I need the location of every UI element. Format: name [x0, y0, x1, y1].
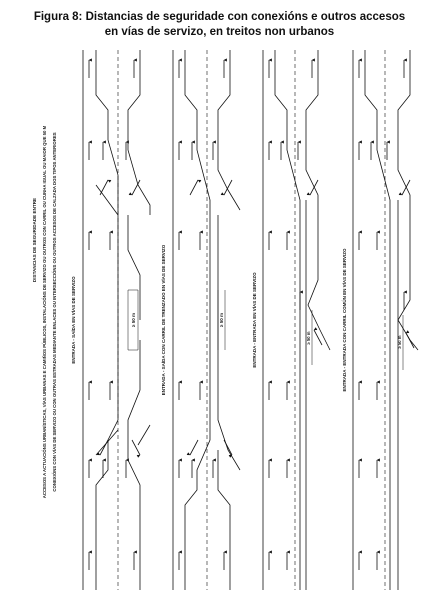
panel-4-label: ENTRADA - ENTRADA CON CARRIL COMÚN EN VÍAS DE SERVIZO — [342, 248, 347, 392]
ramp-edge — [138, 425, 150, 445]
panel-1-dimension: ≥ 50 m — [131, 313, 136, 327]
side-label-line1: DISTANCIAS DE SEGURIDADE ENTRE — [32, 197, 37, 283]
figure-title-line2: en vías de servizo, en treitos non urbanos — [104, 26, 335, 38]
arrow-diagonal-icon — [224, 440, 232, 455]
side-label-line3: CONEXIÓNS CON VÍAS DE SERVIZO OU CON OUTRAS ESTRADAS MEDIANTE ENLACES OU INTERSECCIÓNS OU OUTROS ACCESOS DE CALZADA DOS TIPOS ANTERIORES — [52, 132, 57, 492]
ramp-edge — [218, 215, 240, 470]
panel-3-label: ENTRADA - ENTRADA EN VÍAS DE SERVIZO — [252, 272, 257, 368]
panel-2-label: ENTRADA - SAÍDA CON CARRIL DE TRENZADO EN VÍAS DE SERVIZO — [161, 244, 166, 396]
arrow-diagonal-icon — [132, 180, 140, 195]
panel-3-dimension: ≥ 50 m — [306, 331, 311, 345]
merge-line — [96, 185, 118, 215]
arrow-diagonal-icon — [190, 180, 198, 195]
panel-1-label: ENTRADA - SAÍDA EN VÍAS DE SERVIZO — [71, 276, 76, 364]
ramp-edge — [306, 50, 330, 350]
panel-4-dimension: ≥ 50 m — [397, 335, 402, 349]
side-label-line2: ACCESOS A ACTUACIÓNS URBANÍSTICAS, VÍAS URBANAS E CAMIÑOS PÚBLICOS, INSTALACIÓNS DE SERVIZO OU OUTROS CON CARRIL OU CUNHA IGUAL OU MAIOR QUE 50 M — [42, 125, 47, 499]
panel-4 — [353, 50, 418, 590]
panel-2 — [173, 50, 240, 590]
arrow-diagonal-icon — [100, 180, 108, 195]
arrow-diagonal-icon — [224, 180, 232, 195]
panel-2-dimension: ≥ 50 m — [219, 313, 224, 327]
arrow-diagonal-icon — [406, 333, 414, 348]
arrow-diagonal-icon — [132, 440, 140, 455]
panel-1 — [83, 50, 150, 590]
ramp-edge — [128, 50, 150, 215]
carriageway-edge — [365, 50, 390, 590]
carriageway-edge — [275, 50, 300, 590]
ramp-edge — [398, 50, 418, 350]
carriageway-edge — [185, 50, 210, 590]
arrow-diagonal-icon — [100, 440, 108, 455]
figure-title-line1: Figura 8: Distancias de seguridade con conexións e outros accesos — [33, 11, 406, 23]
carriageway-edge — [96, 50, 118, 320]
carriageway-edge — [96, 320, 118, 590]
arrow-diagonal-icon — [190, 440, 198, 455]
panel-3 — [263, 50, 330, 590]
